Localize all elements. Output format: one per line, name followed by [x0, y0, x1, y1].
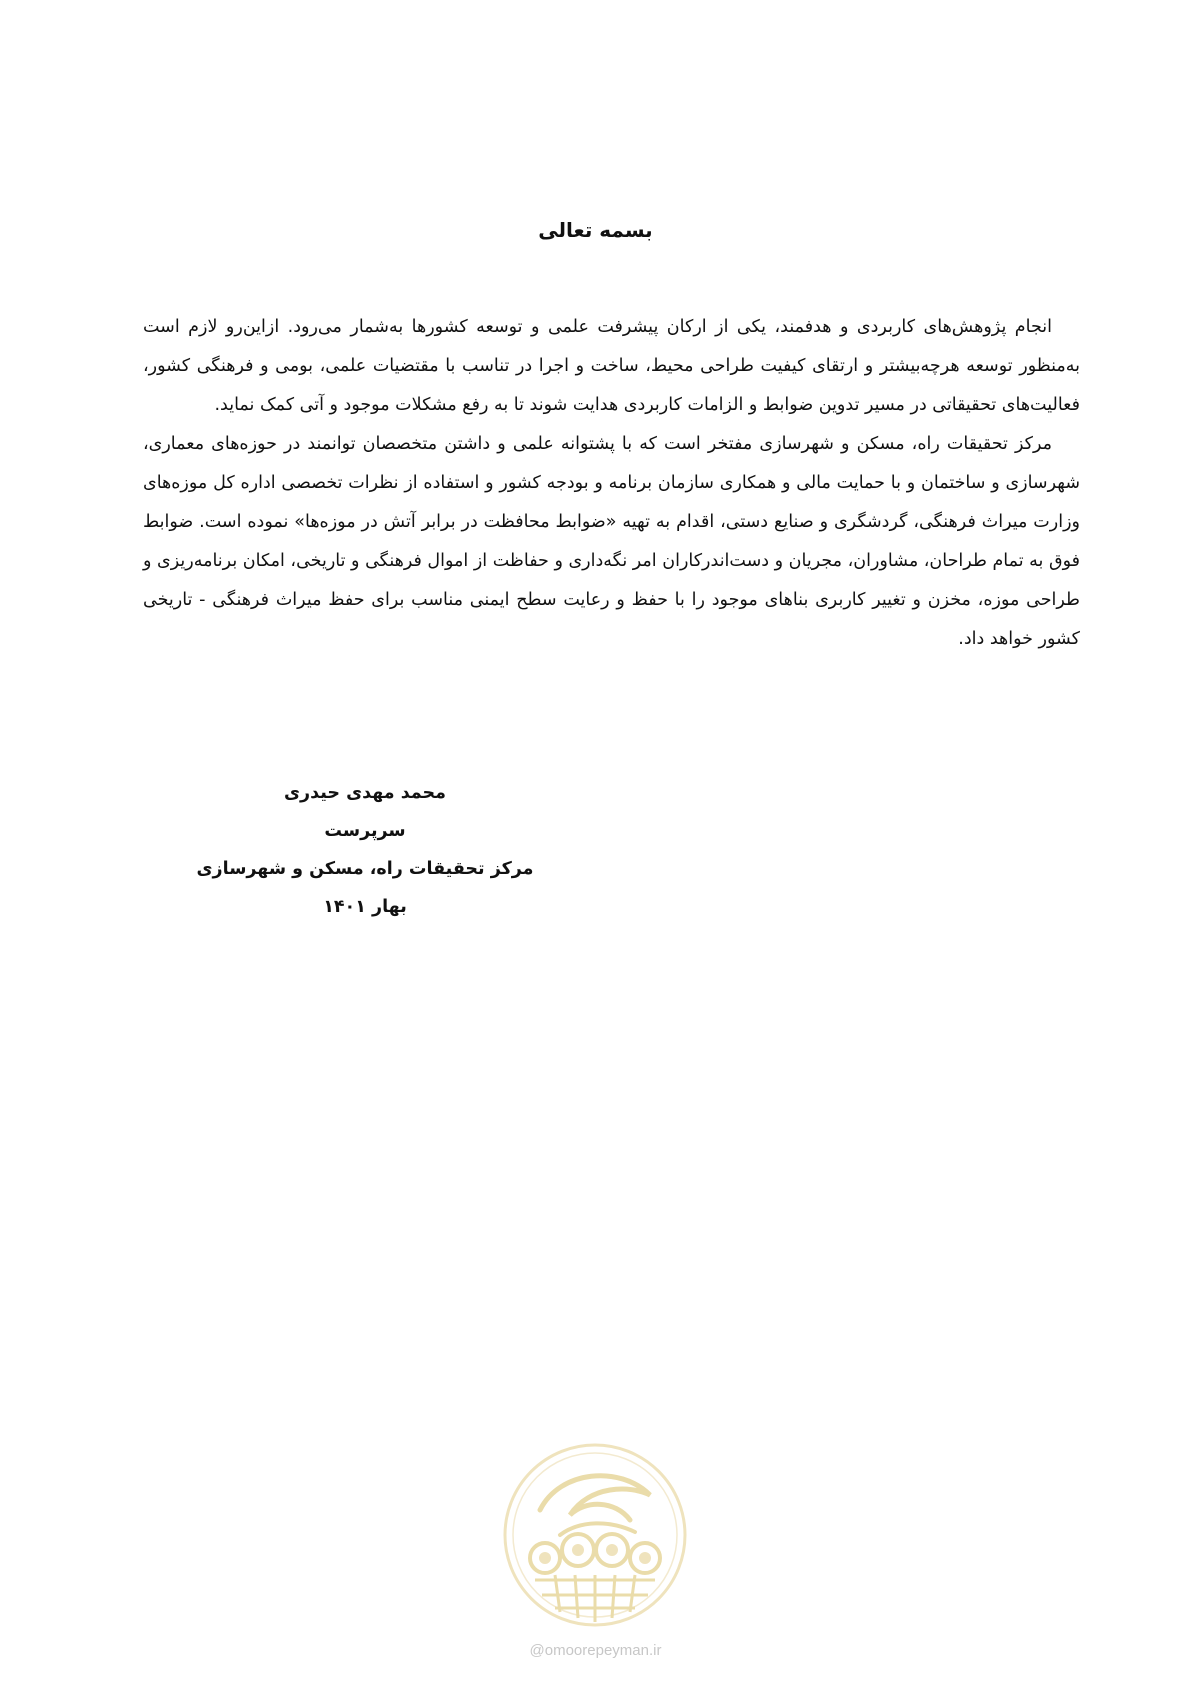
signer-organization: مرکز تحقیقات راه، مسکن و شهرسازی — [196, 859, 534, 879]
page-title: بسمه تعالی — [538, 218, 653, 242]
body-text — [143, 308, 1080, 659]
signer-name: محمد مهدی حیدری — [284, 783, 446, 803]
signature-block — [190, 774, 540, 926]
paragraph-2: مرکز تحقیقات راه، مسکن و شهرسازی مفتخر است که با پشتوانه علمی و داشتن متخصصان توانمند در حوزه‌های معماری، شهرسازی و ساختمان و با حمایت مالی و همکاری سازمان برنامه و بودجه کشور و استفاده از نظرات تخصصی اداره کل موزه‌های وزارت میراث فرهنگی، گردشگری و صنایع دستی، اقدام به تهیه «ضوابط محافظت در برابر آتش در موزه‌ها» نموده است. ضوابط فوق به تمام طراحان، مشاوران، مجریان و دست‌اندرکاران امر نگه‌داری و حفاظت از اموال فرهنگی و تاریخی، امکان برنامه‌ریزی و طراحی موزه، مخزن و تغییر کاربری بناهای موجود را با حفظ و رعایت سطح ایمنی مناسب برای حفظ میراث فرهنگی - تاریخی کشور خواهد داد. — [143, 434, 1080, 649]
signer-position: سرپرست — [324, 821, 406, 841]
paragraph-1: انجام پژوهش‌های کاربردی و هدفمند، یکی از ارکان پیشرفت علمی و توسعه کشورها به‌شمار می‌رود. ازاین‌رو لازم است به‌منظور توسعه هرچه‌بیشتر و ارتقای کیفیت طراحی محیط، ساخت و اجرا در تناسب با مقتضیات علمی، بومی و فرهنگی کشور، فعالیت‌های تحقیقاتی در مسیر تدوین ضوابط و الزامات کاربردی هدایت شوند تا به رفع مشکلات موجود و آتی کمک نماید. — [143, 317, 1080, 415]
website-watermark: @omoorepeyman.ir — [529, 1642, 662, 1659]
omoore-peyman-logo-icon — [500, 1440, 690, 1630]
signature-date: بهار ۱۴۰۱ — [323, 897, 407, 917]
